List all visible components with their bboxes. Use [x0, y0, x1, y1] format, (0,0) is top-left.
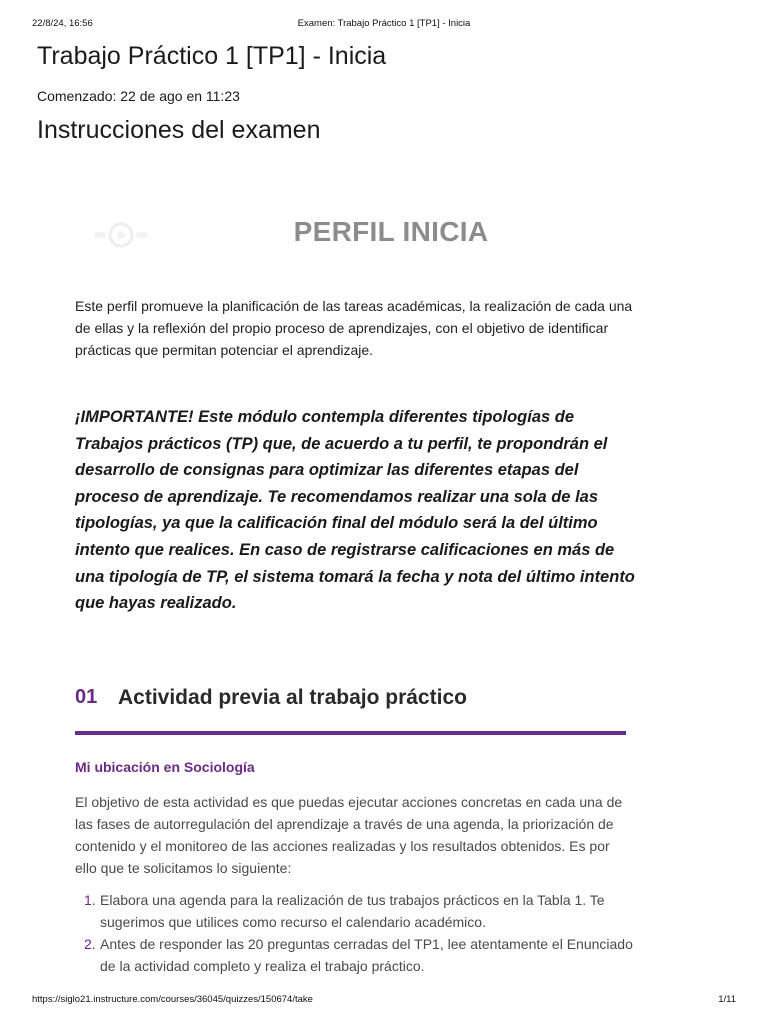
important-notice: ¡IMPORTANTE! Este módulo contempla diferentes tipologías de Trabajos prácticos (TP) que, de acuerdo a tu perfil, te propondrán el desarrollo de consignas para optimizar las diferentes etapas del proceso de aprendizaje. Te recomendamos realizar una sola de las tipologías, ya que la calificación final del módulo será la del último intento que realices. En caso de registrarse calificaciones en más de una tipología de TP, el sistema tomará la fecha y nota del último intento que hayas realizado. [75, 408, 635, 613]
section-title: Actividad previa al trabajo práctico [118, 686, 467, 709]
section-divider [75, 731, 626, 735]
print-date: 22/8/24, 16:56 [32, 18, 93, 29]
step-number: 1. [84, 892, 96, 908]
started-timestamp: Comenzado: 22 de ago en 11:23 [37, 88, 240, 104]
step-text: Elabora una agenda para la realización de tus trabajos prácticos en la Tabla 1. Te sugerimos que utilices como recurso el calendario académico. [100, 892, 605, 930]
list-item [75, 889, 635, 933]
activity-description: El objetivo de esta actividad es que puedas ejecutar acciones concretas en cada una de las fases de autorregulación del aprendizaje a través de una agenda, la priorización de contenido y el monitoreo de las acciones realizadas y los resultados obtenidos. Es por ello que te solicitamos lo siguiente: [75, 794, 623, 876]
page-number: 1/11 [718, 994, 736, 1005]
profile-title: PERFIL INICIA [293, 216, 489, 247]
step-number: 2. [84, 936, 96, 952]
step-text: Antes de responder las 20 preguntas cerradas del TP1, lee atentamente el Enunciado de la actividad completo y realiza el trabajo práctico. [100, 936, 633, 974]
page-title: Trabajo Práctico 1 [TP1] - Inicia [37, 42, 387, 70]
instructions-heading: Instrucciones del examen [37, 116, 321, 144]
section-number: 01 [75, 686, 98, 708]
activity-subheading: Mi ubicación en Sociología [75, 759, 255, 775]
page-url: https://siglo21.instructure.com/courses/36045/quizzes/150674/take [32, 994, 313, 1005]
profile-intro: Este perfil promueve la planificación de las tareas académicas, la realización de cada una de ellas y la reflexión del propio proceso de aprendizajes, con el objetivo de identificar prácticas que permitan potenciar el aprendizaje. [75, 298, 633, 358]
print-document-title: Examen: Trabajo Práctico 1 [TP1] - Inicia [297, 18, 471, 29]
instruction-steps [75, 889, 635, 977]
list-item [75, 933, 635, 977]
